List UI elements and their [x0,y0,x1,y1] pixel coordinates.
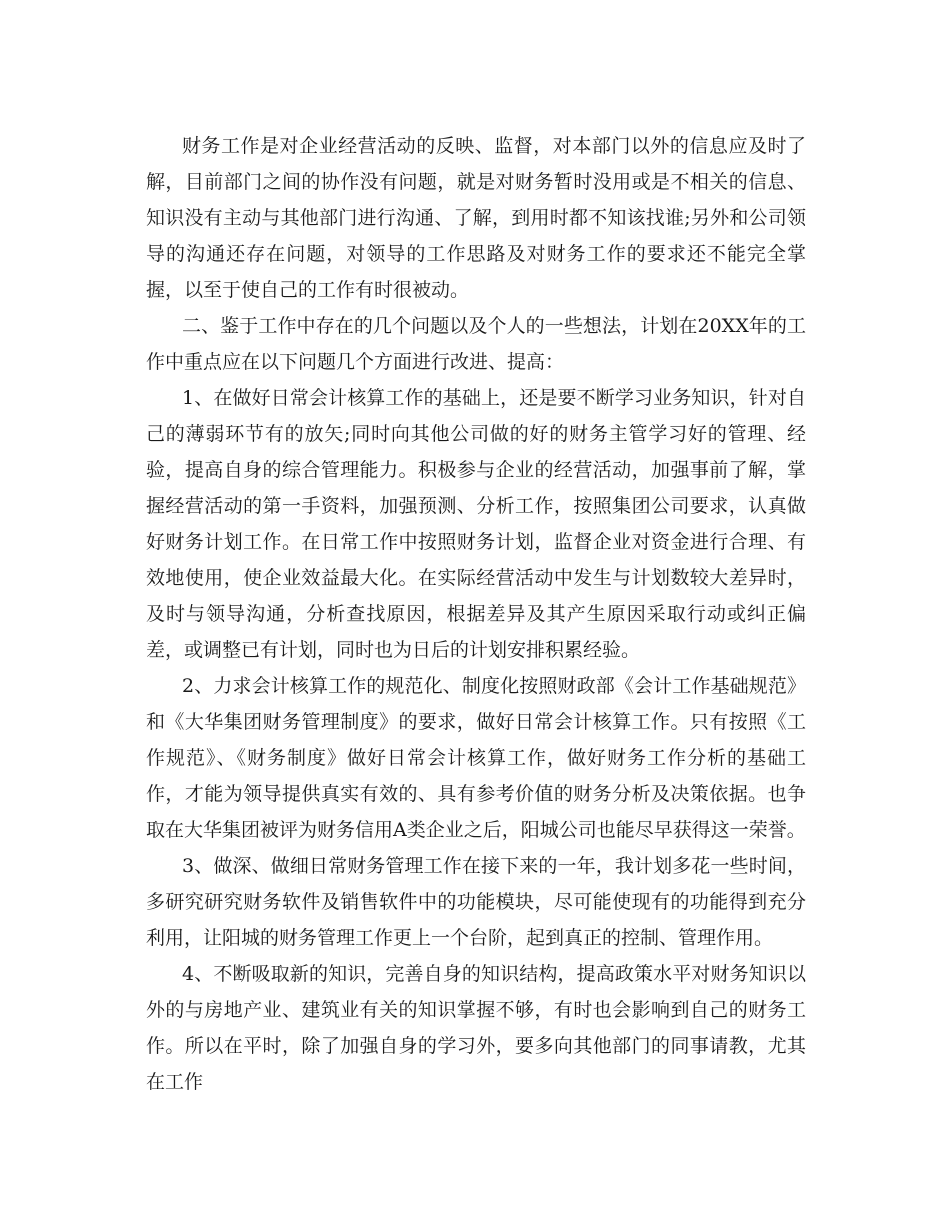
paragraph-item-3: 3、做深、做细日常财务管理工作在接下来的一年，我计划多花一些时间，多研究研究财务软件及销售软件中的功能模块，尽可能使现有的功能得到充分利用，让阳城的财务管理工作更上一个台阶，起到真正的控制、管理作用。 [146,855,806,949]
paragraph-item-2: 2、力求会计核算工作的规范化、制度化按照财政部《会计工作基础规范》和《大华集团财务管理制度》的要求，做好日常会计核算工作。只有按照《工作规范》、《财务制度》做好日常会计核算工作，做好财务工作分析的基础工作，才能为领导提供真实有效的、具有参考价值的财务分析及决策依据。也争取在大华集团被评为财务信用A类企业之后，阳城公司也能尽早获得这一荣誉。 [146,675,806,841]
paragraph-item-1: 1、在做好日常会计核算工作的基础上，还是要不断学习业务知识，针对自己的薄弱环节有的放矢;同时向其他公司做的好的财务主管学习好的管理、经验，提高自身的综合管理能力。积极参与企业的经营活动，加强事前了解，掌握经营活动的第一手资料，加强预测、分析工作，按照集团公司要求，认真做好财务计划工作。在日常工作中按照财务计划，监督企业对资金进行合理、有效地使用，使企业效益最大化。在实际经营活动中发生与计划数较大差异时，及时与领导沟通，分析查找原因，根据差异及其产生原因采取行动或纠正偏差，或调整已有计划，同时也为日后的计划安排积累经验。 [146,387,806,661]
document-body [146,128,806,1100]
paragraph-item-4: 4、不断吸取新的知识，完善自身的知识结构，提高政策水平对财务知识以外的与房地产业、建筑业有关的知识掌握不够，有时也会影响到自己的财务工作。所以在平时，除了加强自身的学习外，要多向其他部门的同事请教，尤其在工作 [146,963,806,1093]
paragraph-communication-issues: 财务工作是对企业经营活动的反映、监督，对本部门以外的信息应及时了解，目前部门之间的协作没有问题，就是对财务暂时没用或是不相关的信息、知识没有主动与其他部门进行沟通、了解，到用时都不知该找谁;另外和公司领导的沟通还存在问题，对领导的工作思路及对财务工作的要求还不能完全掌握，以至于使自己的工作有时很被动。 [146,135,806,301]
paragraph-section-two-heading: 二、鉴于工作中存在的几个问题以及个人的一些想法，计划在20XX年的工作中重点应在以下问题几个方面进行改进、提高： [146,315,806,373]
